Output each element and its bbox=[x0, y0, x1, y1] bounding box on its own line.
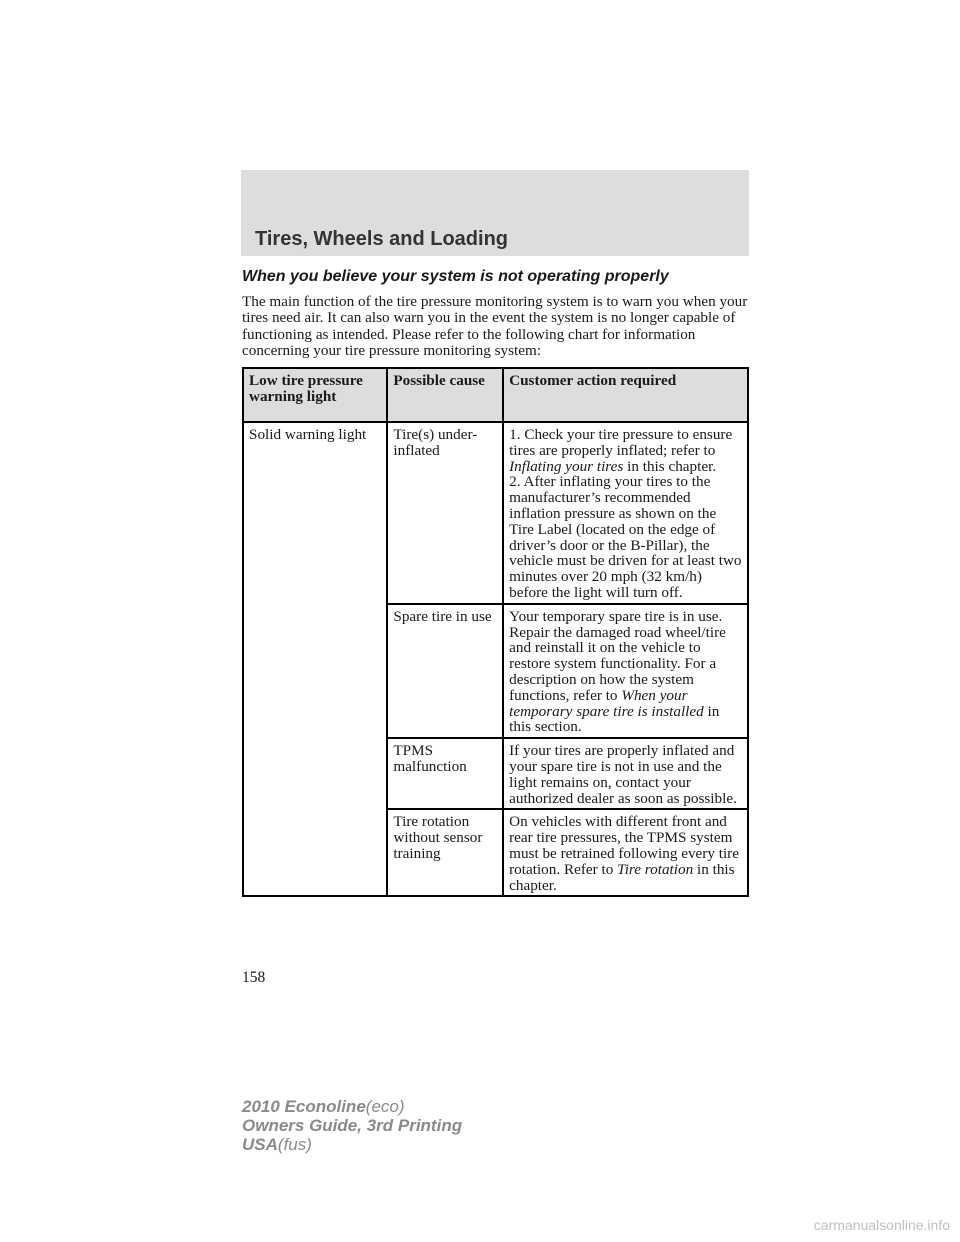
footer-market-code: (fus) bbox=[277, 1135, 312, 1154]
cross-reference: When your temporary spare tire is installed bbox=[509, 686, 704, 720]
section-title: Tires, Wheels and Loading bbox=[255, 228, 509, 250]
cause-cell: TPMS malfunction bbox=[387, 738, 503, 809]
cause-cell: Tire rotation without sensor training bbox=[387, 809, 503, 896]
action-cell bbox=[503, 422, 748, 604]
warning-light-cell: Solid warning light bbox=[243, 422, 387, 896]
action-text: in this section. bbox=[509, 702, 720, 736]
cause-cell: Spare tire in use bbox=[387, 604, 503, 738]
tpms-table bbox=[242, 367, 749, 897]
action-text: 1. Check your tire pressure to ensure tires are properly inflated; refer to bbox=[509, 426, 733, 459]
footer-line: Owners Guide, 3rd Printing bbox=[242, 1116, 463, 1135]
action-text: 2. After inflating your tires to the manufacturer’s recommended inflation pressure as shown on the Tire Label (located on the edge of driver’s door or the B-Pillar), the vehicle must be driven for at least two minutes over 20 mph (32 km/h) before the light will turn off. bbox=[509, 473, 742, 601]
watermark: carmanualsonline.info bbox=[813, 1217, 950, 1233]
footer-imprint bbox=[242, 1097, 462, 1154]
action-cell bbox=[503, 809, 748, 896]
cross-reference: Inflating your tires bbox=[509, 457, 624, 475]
subheading: When you believe your system is not operating properly bbox=[242, 268, 669, 285]
intro-paragraph: The main function of the tire pressure monitoring system is to warn you when your tires need air. It can also warn you in the event the system is no longer capable of functioning as intended. Please refer to the following chart for information concerning your tire pressure monitoring system: bbox=[242, 293, 748, 359]
header-warning-light: Low tire pressure warning light bbox=[243, 368, 387, 422]
footer-model-code: (eco) bbox=[365, 1097, 405, 1116]
footer-market: USA bbox=[242, 1135, 278, 1154]
action-text: in this chapter. bbox=[627, 457, 717, 475]
cause-cell: Tire(s) under-inflated bbox=[387, 422, 503, 604]
action-cell: If your tires are properly inflated and your spare tire is not in use and the light remains on, contact your authorized dealer as soon as possible. bbox=[503, 738, 748, 809]
header-customer-action: Customer action required bbox=[503, 368, 748, 422]
header-possible-cause: Possible cause bbox=[387, 368, 503, 422]
footer-model: 2010 Econoline bbox=[242, 1097, 366, 1116]
table-header-row bbox=[243, 368, 748, 422]
action-text: Your temporary spare tire is in use. Repair the damaged road wheel/tire and reinstall it on the vehicle to restore system functionality. For a description on how the system functions, refer to bbox=[509, 607, 726, 704]
action-text: On vehicles with different front and rear tire pressures, the TPMS system must be retrained following every tire rotation. Refer to bbox=[509, 813, 739, 878]
cross-reference: Tire rotation bbox=[617, 860, 694, 878]
footer-line bbox=[242, 1097, 462, 1116]
page-number: 158 bbox=[242, 969, 266, 986]
table-row bbox=[243, 422, 748, 604]
footer-line bbox=[242, 1135, 462, 1154]
action-text: in this chapter. bbox=[509, 860, 735, 894]
action-cell bbox=[503, 604, 748, 738]
